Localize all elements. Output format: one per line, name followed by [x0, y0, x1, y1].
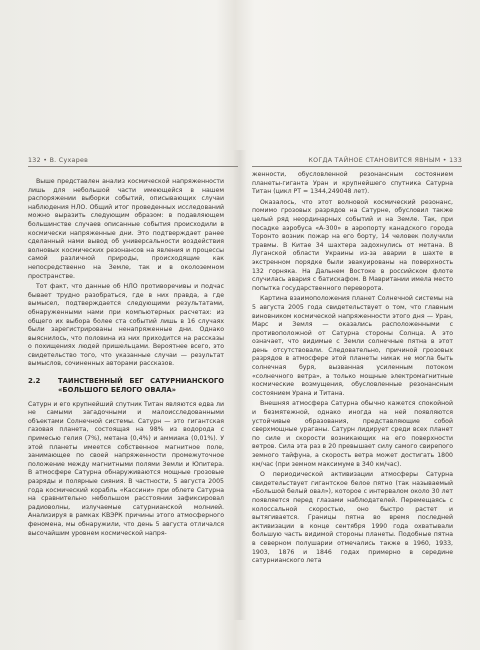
paragraph: Картина взаимоположения планет Солнечной системы на 5 августа 2005 года свидетельствует о том, что главным виновником космической напряженности этого дня — Уран, Марс и Земля — оказались расположенными с противоположной от Сатурна стороны Солнца. А это означает, что видимые с Земли солнечные пятна в этот день отсутствовали. Следовательно, причиной грозовых разрядов в атмосфере этой планеты никак не могла быть солнечная буря, вызванная усиленным потоком «солнечного ветра», а только мощные электромагнитные космические возмущения, обусловленные резонансным состоянием Урана и Титана. [252, 295, 453, 397]
paragraph: О периодической активизации атмосферы Сатурна свидетельствует гигантское белое пятно (так называемый «Большой белый овал»), которое с интервалом около 30 лет появляется перед глазами наблюдателей. Перемещаясь с колоссальной скоростью, оно быстро растет и вытягивается. Границы пятна во время последней активизации в конце сентября 1990 года охватывали большую часть видимой стороны планеты. Подобные пятна в северном полушарии отмечались также в 1960, 1933, 1903, 1876 и 1846 годах примерно в середине сатурнианского лета [252, 471, 453, 565]
section-title: ТАИНСТВЕННЫЙ БЕГ САТУРНИАНСКОГО «БОЛЬШОГО БЕЛОГО ОВАЛА» [58, 377, 224, 394]
paragraph: Внешняя атмосфера Сатурна обычно кажется спокойной и безмятежной, однако иногда на ней появляются устойчивые образования, представляющие собой сверхмощные ураганы. Сатурн лидирует среди всех планет по силе и скорости возникающих на его поверхности ветров. Сила эта раз в 20 превышает силу самого свирепого земного тайфуна, а скорость ветра может достигать 1800 км/час (при земном максимуме в 340 км/час). [252, 400, 453, 468]
paragraph: Сатурн и его крупнейший спутник Титан являются едва ли не самыми загадочными и малоисследованными объектами Солнечной системы. Сатурн — это гигантская газовая планета, состоящая на 98% из водорода с примесью гелия (7%), метана (0,4%) и аммиака (0,01%). У этой планеты имеется собственное магнитное поле, занимающее по своей напряженности промежуточное положение между магнитными полями Земли и Юпитера. В атмосфере Сатурна обнаруживаются мощные грозовые разряды и полярные сияния. В частности, 5 августа 2005 года космический корабль «Кассини» при облете Сатурна на сравнительно небольшом расстоянии зафиксировал радиоволны, излучаемые сатурнианской молнией. Анализируя в рамках КВЭРК причины этого атмосферного феномена, мы обнаружили, что день 5 августа отличался высочайшим уровнем космической напря- [28, 400, 224, 537]
left-header-rule [28, 166, 238, 167]
right-page-column [252, 171, 453, 568]
left-header-author: В. Сухарев [49, 157, 89, 164]
paragraph: Оказалось, что этот волновой космический резонанс, помимо грозовых разрядов на Сатурне, обусловил также целый ряд неординарных событий и на Земле. Так, при посадке аэробуса «А-300» в аэропорту канадского города Торонто возник пожар на его борту, 14 человек получили травмы. В Китае 34 шахтера задохнулись от метана. В Луганской области Украины из-за аварии в шахте в экстренном порядке были эвакуированы на поверхность 132 горняка. На Дальнем Востоке в российском флоте случилась авария с батискафом. В Мавритании имела место попытка государственного переворота. [252, 198, 453, 292]
section-heading [28, 377, 224, 395]
paragraph: Тот факт, что данные об НЛО противоречивы и подчас бывает трудно разобраться, где в них правда, а где вымысел, подтверждается следующими результатами, обнаруженными нами при компьютерных расчетах: из общего их выбора более ста событий лишь в 16 случаях были зарегистрированы ненапряженные дни. Однако выяснилось, что половина из них приходится на рассказы о похищениях людей пришельцами. Вероятнее всего, это свидетельство того, что указанные случаи — результат вымыслов, сочиненных авторами рассказов. [28, 283, 224, 368]
header-separator: • [442, 157, 450, 164]
right-page-number: 133 [449, 157, 462, 164]
left-page-number: 132 [28, 157, 41, 164]
paragraph: женности, обусловленной резонансным состоянием планеты-гиганта Уран и крупнейшего спутника Сатурна Титан (цикл PT = 1344,249048 лет). [252, 171, 453, 196]
right-running-header [308, 157, 462, 164]
header-separator: • [43, 157, 50, 164]
right-header-title: КОГДА ТАЙНОЕ СТАНОВИТСЯ ЯВНЫМ [308, 157, 441, 164]
paragraph: Выше представлен анализ космической напряженности лишь для небольшой части имеющейся в нашем распоряжении выборки событий, описывающих случаи наблюдения НЛО. Общий итог проведенных исследований можно выразить следующим образом: в подавляющем большинстве случаев описанные события происходили в космически напряженные дни. Это подтверждает ранее сделанный нами вывод об универсальности воздействия волновых космических резонансов на явления и процессы самой различной природы, происходящие как непосредственно на Земле, так и в околоземном пространстве. [28, 178, 224, 280]
section-number: 2.2 [28, 377, 41, 386]
left-running-header [28, 157, 88, 164]
right-header-rule [252, 166, 462, 167]
book-gutter [233, 150, 247, 620]
left-page-column [28, 178, 224, 540]
